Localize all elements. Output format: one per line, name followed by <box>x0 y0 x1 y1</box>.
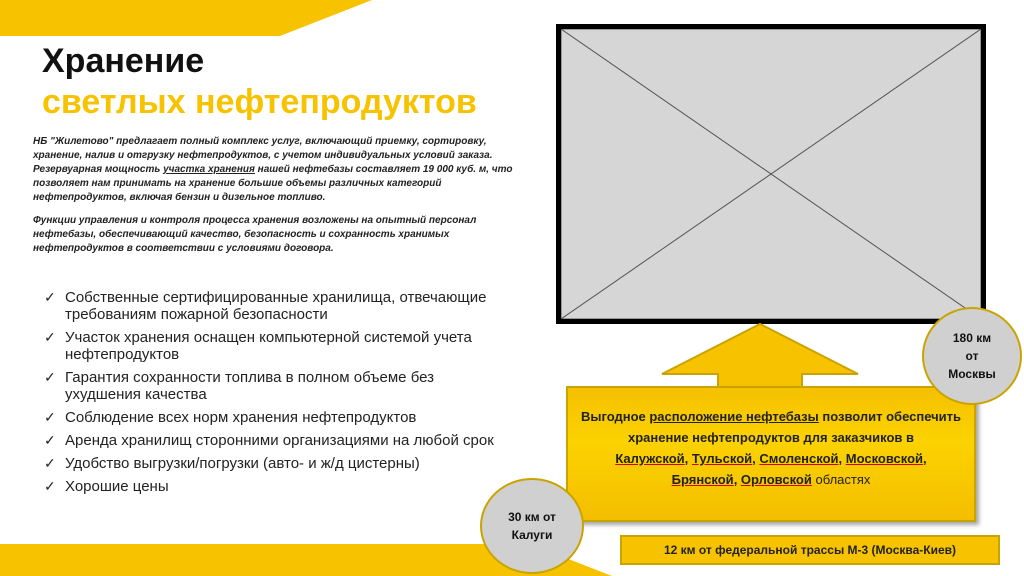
check-icon: ✓ <box>44 369 56 385</box>
intro-paragraph-1: НБ "Жилетово" предлагает полный комплекс услуг, включающий приемку, сортировку, хранение, налив и отгрузку нефтепродуктов, с учетом индивидуальных условий заказа. Резервуарная мощность участка хранения нашей нефтебазы составляет 19 000 куб. м, что позволяет нам принимать на хранение большие объемы различных категорий нефтепродуктов, включая бензин и дизельное топливо. <box>33 136 513 203</box>
list-item: ✓ Участок хранения оснащен компьютерной системой учета нефтепродуктов <box>44 329 472 363</box>
image-placeholder-icon <box>561 29 981 319</box>
list-item: ✓ Аренда хранилищ сторонними организациями на любой срок <box>44 432 494 449</box>
check-icon: ✓ <box>44 289 56 305</box>
feature-list <box>44 289 504 501</box>
check-icon: ✓ <box>44 432 56 448</box>
check-icon: ✓ <box>44 409 56 425</box>
list-item: ✓ Соблюдение всех норм хранения нефтепродуктов <box>44 409 417 426</box>
check-icon: ✓ <box>44 455 56 471</box>
moscow-distance-badge: 180 км от Москвы <box>922 307 1022 405</box>
page-title: Хранение <box>42 42 205 80</box>
check-icon: ✓ <box>44 329 56 345</box>
top-left-stripe <box>0 0 380 40</box>
list-item: ✓ Удобство выгрузки/погрузки (авто- и ж/д цистерны) <box>44 455 420 472</box>
highway-distance-label: 12 км от федеральной трассы М-3 (Москва-Киев) <box>620 535 1000 565</box>
intro-text <box>33 135 523 265</box>
location-link[interactable]: расположение нефтебазы <box>649 409 819 424</box>
location-box: Выгодное расположение нефтебазы позволит обеспечить хранение нефтепродуктов для заказчиков в Калужской, Тульской, Смоленской, Московской, Брянской, Орловской областях <box>566 386 976 522</box>
image-placeholder <box>556 24 986 324</box>
storage-area-link[interactable]: участка хранения <box>163 164 255 175</box>
page-subtitle: светлых нефтепродуктов <box>42 83 477 121</box>
list-item: ✓ Гарантия сохранности топлива в полном объеме без ухудшения качества <box>44 369 435 403</box>
list-item: ✓ Собственные сертифицированные хранилища, отвечающие требованиям пожарной безопасности <box>44 289 487 323</box>
list-item: ✓ Хорошие цены <box>44 478 169 495</box>
kaluga-distance-badge: 30 км от Калуги <box>480 478 584 574</box>
up-arrow-icon <box>660 322 860 394</box>
intro-paragraph-2: Функции управления и контроля процесса хранения возложены на опытный персонал нефтебазы, обеспечивающий качество, безопасность и сохранность хранимых нефтепродуктов в соответствии с условиями договора. <box>33 215 477 254</box>
check-icon: ✓ <box>44 478 56 494</box>
